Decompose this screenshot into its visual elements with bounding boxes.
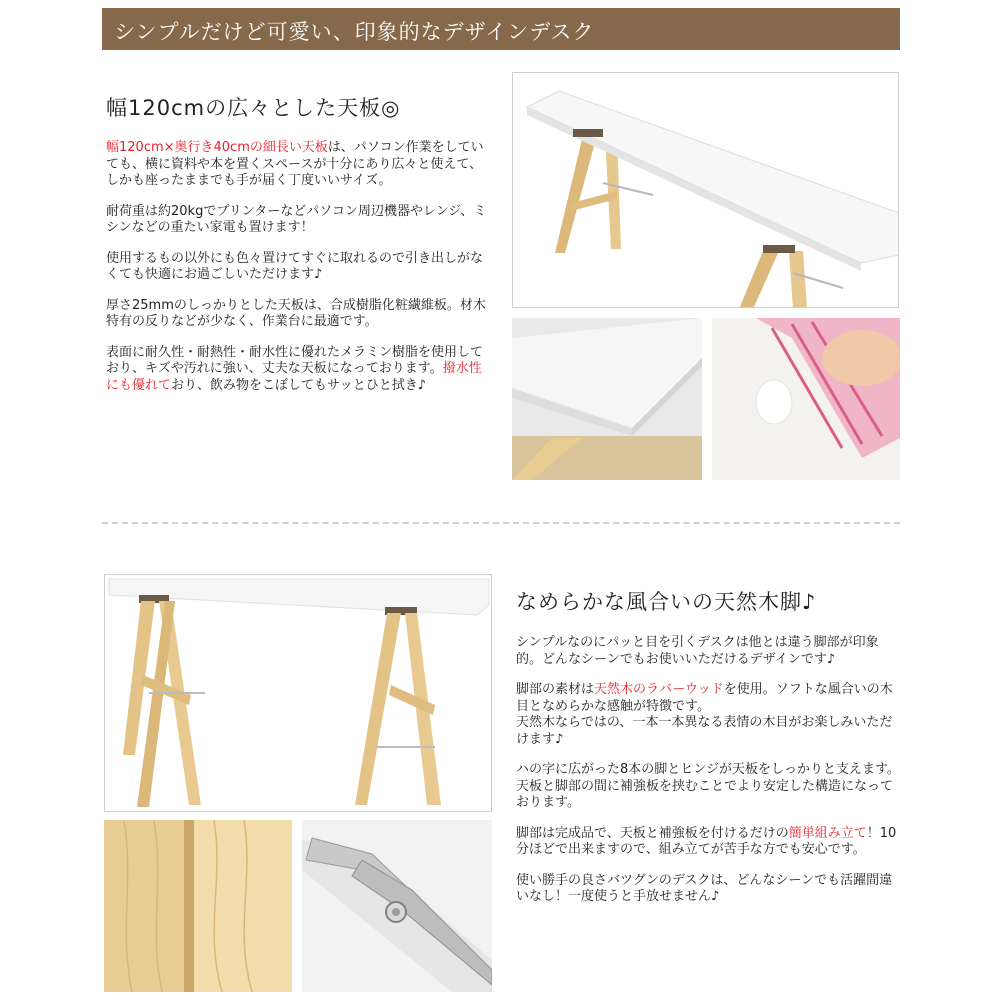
- section2-paragraph-5: 使い勝手の良さバツグンのデスクは、どんなシーンでも活躍間違いなし！一度使うと手放せません♪: [516, 872, 893, 904]
- section1-paragraph-2: 耐荷重は約20kgでプリンターなどパソコン周辺機器やレンジ、ミシンなどの重たい家電も置けます！: [106, 203, 487, 235]
- top-size-highlight: 幅120cm×奥行き40cmの細長い天板: [106, 140, 328, 155]
- section1-paragraph-4: 厚さ25mmのしっかりとした天板は、合成樹脂化粧繊維板。材木特有の反りなどが少なく、作業台に最適です。: [106, 297, 486, 329]
- rubberwood-highlight: 天然木のラバーウッド: [594, 682, 724, 697]
- easy-assembly-highlight: 簡単組み立て: [788, 825, 867, 841]
- section2-text: [516, 635, 900, 920]
- water-repellent-highlight: 撥水性にも優れて: [106, 361, 482, 393]
- section1-heading: 幅120cmの広々とした天板◎: [106, 96, 401, 120]
- desk-angled-photo: [512, 72, 899, 308]
- wood-grain-closeup-photo: [104, 820, 292, 992]
- top-edge-closeup-photo: [512, 318, 702, 480]
- title-banner: [102, 8, 900, 50]
- section2-paragraph-1: シンプルなのにパッと目を引くデスクは他とは違う脚部が印象的。どんなシーンでもお使いいただけるデザインです♪: [516, 635, 879, 667]
- section1-paragraph-3: 使用するもの以外にも色々置けてすぐに取れるので引き出しがなくても快適にお過ごしいただけます♪: [106, 250, 484, 282]
- desk-front-photo: [104, 574, 492, 812]
- section2-paragraph-4: 脚部は完成品で、天板と補強板を付けるだけの簡単組み立て！10分ほどで出来ますので、組み立てが苦手な方でも安心です。: [516, 825, 897, 857]
- section1-paragraph-5: 表面に耐久性・耐熱性・耐水性に優れたメラミン樹脂を使用しており、キズや汚れに強い、丈夫な天板になっております。撥水性にも優れており、飲み物をこぼしてもサッとひと拭き♪: [106, 344, 484, 393]
- section2-heading: なめらかな風合いの天然木脚♪: [516, 590, 817, 614]
- section1-paragraph-1: 幅120cm×奥行き40cmの細長い天板は、パソコン作業をしていても、横に資料や本を置くスペースが十分にあり広々と使えて、しかも座ったままでも手が届く丁度いいサイズ。: [106, 140, 484, 188]
- section2-paragraph-2: 脚部の素材は天然木のラバーウッドを使用。ソフトな風合いの木目となめらかな感触が特徴です。 天然木ならではの、一本一本異なる表情の木目がお楽しみいただけます♪: [516, 682, 893, 747]
- section2-paragraph-3: ハの字に広がった8本の脚とヒンジが天板をしっかりと支えます。天板と脚部の間に補強板を挟むことでより安定した構造になっております。: [516, 762, 900, 810]
- section-divider: [102, 522, 900, 524]
- section1-text: [106, 140, 490, 408]
- hinge-closeup-photo: [302, 820, 492, 992]
- banner-title: シンプルだけど可愛い、印象的なデザインデスク: [114, 20, 595, 44]
- wiping-spill-photo: [712, 318, 900, 480]
